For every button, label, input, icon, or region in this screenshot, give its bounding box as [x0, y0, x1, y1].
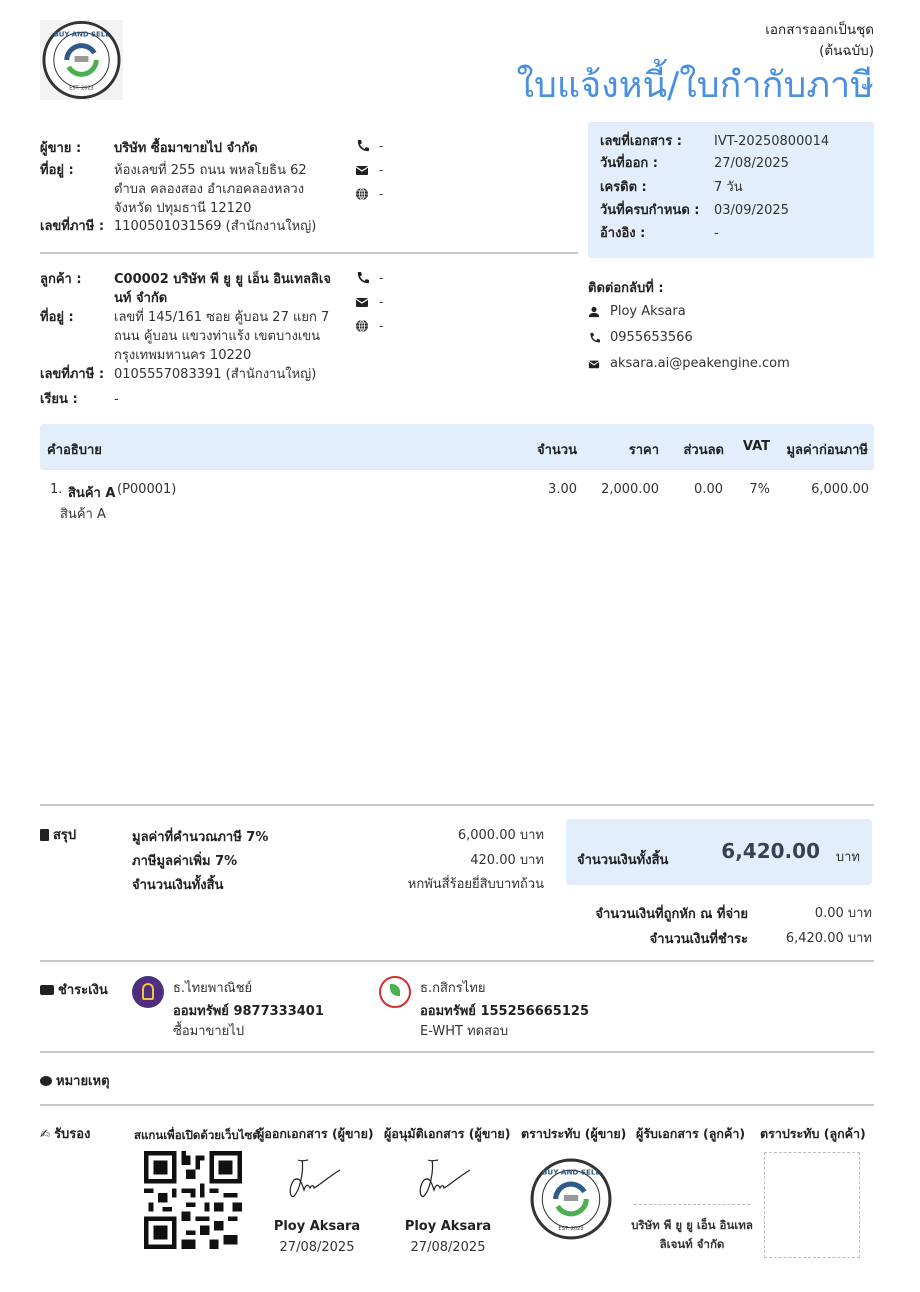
contact-name: Ploy Aksara — [610, 304, 686, 319]
items-table-header — [40, 424, 874, 470]
divider — [40, 1051, 874, 1053]
seller-website: - — [379, 187, 384, 201]
contact-email: aksara.ai@peakengine.com — [610, 356, 790, 371]
col-quantity: จำนวน — [537, 443, 577, 458]
info-row-due-date — [600, 201, 789, 221]
copy-line-2: (ต้นฉบับ) — [819, 43, 874, 59]
item-description: สินค้า A — [60, 507, 106, 522]
info-value: - — [714, 226, 719, 241]
issuer-name: Ploy Aksara — [273, 1219, 361, 1234]
receiver-label: ผู้รับเอกสาร (ลูกค้า) — [636, 1126, 746, 1141]
scb-bank-icon — [132, 976, 164, 1008]
customer-stamp-label: ตราประทับ (ลูกค้า) — [760, 1126, 866, 1141]
seller-address-label: ที่อยู่ : — [40, 163, 74, 178]
contact-phone: 0955653566 — [610, 330, 693, 345]
email-icon — [355, 163, 369, 177]
payable-value: 6,420.00 บาท — [785, 931, 872, 946]
wht-label: จำนวนเงินที่ถูกหัก ณ ที่จ่าย — [595, 907, 748, 922]
phone-icon — [355, 139, 369, 153]
qr-code[interactable] — [144, 1151, 242, 1249]
customer-label: ลูกค้า : — [40, 272, 82, 287]
divider — [40, 1104, 874, 1106]
seller-company-stamp — [530, 1158, 612, 1240]
bank-name: ธ.ไทยพาณิชย์ — [173, 981, 253, 996]
summary-section-label — [40, 824, 76, 845]
clipboard-icon — [40, 829, 49, 841]
info-value: 7 วัน — [714, 180, 743, 195]
bank-account-number: ออมทรัพย์ 155256665125 — [420, 1004, 589, 1019]
issuer-label: ผู้ออกเอกสาร (ผู้ขาย) — [257, 1126, 374, 1141]
issuer-date: 27/08/2025 — [279, 1240, 355, 1255]
seller-tax-id: 1100501031569 (สำนักงานใหญ่) — [114, 219, 317, 234]
wht-value: 0.00 บาท — [814, 906, 872, 921]
seller-email: - — [379, 163, 384, 177]
info-row-reference — [600, 224, 719, 244]
payment-label: ชำระเงิน — [58, 983, 108, 998]
seller-address: ห้องเลขที่ 255 ถนน พหลโยธิน 62 ตำบล คลองสอง อำเภอคลองหลวง จังหวัด ปทุมธานี 12120 — [114, 163, 307, 216]
receiver-name: บริษัท พี ยู ยู เอ็น อินเทลลิเจนท์ จำกัด — [631, 1218, 753, 1251]
bank-account-name: E-WHT ทดสอบ — [420, 1024, 509, 1039]
total-in-words: หกพันสี่ร้อยยี่สิบบาทถ้วน — [407, 877, 544, 892]
attn-value: - — [114, 392, 119, 407]
notes-label: หมายเหตุ — [56, 1074, 110, 1089]
info-row-credit — [600, 178, 743, 198]
customer-tax-label: เลขที่ภาษี : — [40, 367, 105, 382]
contact-label: ติดต่อกลับที่ : — [588, 281, 664, 296]
customer-website: - — [379, 319, 384, 333]
col-discount: ส่วนลด — [683, 443, 724, 458]
comment-icon — [40, 1076, 52, 1086]
divider — [40, 960, 874, 962]
issuer-signature — [288, 1158, 352, 1202]
item-price: 2,000.00 — [601, 482, 659, 497]
grand-total-box — [566, 819, 872, 885]
approver-name: Ploy Aksara — [404, 1219, 492, 1234]
info-value: 03/09/2025 — [714, 203, 789, 218]
bank-name: ธ.กสิกรไทย — [420, 981, 486, 996]
customer-name: C00002 บริษัท พี ยู ยู เอ็น อินเทลลิเจนท์ จำกัด — [114, 272, 331, 306]
item-amount: 6,000.00 — [811, 482, 869, 497]
customer-address: เลขที่ 145/161 ซอย คู้บอน 27 แยก 7 ถนน คู้บอน แขวงท่าแร้ง เขตบางเขน กรุงเทพมหานคร 10220 — [114, 310, 330, 363]
document-title: ใบแจ้งหนี้/ใบกำกับภาษี — [516, 65, 874, 106]
table-row — [40, 482, 874, 522]
info-value: IVT-20250800014 — [714, 134, 830, 149]
info-key: เลขที่เอกสาร : — [600, 134, 682, 149]
approver-date: 27/08/2025 — [410, 1240, 486, 1255]
info-row-issue-date — [600, 154, 789, 174]
info-value: 27/08/2025 — [714, 156, 789, 171]
customer-address-label: ที่อยู่ : — [40, 310, 74, 325]
col-amount: มูลค่าก่อนภาษี — [786, 443, 868, 458]
divider — [40, 804, 874, 806]
email-icon — [355, 295, 369, 309]
receiver-signature-line — [634, 1204, 750, 1205]
col-description: คำอธิบาย — [47, 443, 102, 458]
payment-section-label — [40, 979, 108, 1000]
customer-phone: - — [379, 271, 384, 285]
grand-total-value: 6,420.00 — [721, 839, 820, 863]
info-row-doc-no — [600, 132, 829, 152]
info-key: เครดิต : — [600, 180, 647, 195]
taxable-label: มูลค่าที่คำนวณภาษี 7% — [132, 830, 269, 845]
user-icon — [588, 305, 600, 319]
seller-name: บริษัท ซื้อมาขายไป จำกัด — [114, 141, 258, 156]
divider — [40, 252, 578, 254]
kbank-bank-icon — [379, 976, 411, 1008]
email-icon — [588, 357, 600, 371]
row-number: 1. — [50, 482, 63, 497]
customer-email: - — [379, 295, 384, 309]
money-icon — [40, 985, 54, 995]
info-key: วันที่ออก : — [600, 156, 658, 171]
approver-signature — [418, 1158, 482, 1202]
phone-icon — [588, 331, 600, 345]
item-vat: 7% — [749, 482, 770, 497]
seller-stamp-label: ตราประทับ (ผู้ขาย) — [521, 1126, 627, 1141]
item-name: สินค้า A — [68, 486, 116, 501]
customer-tax-id: 0105557083391 (สำนักงานใหญ่) — [114, 367, 317, 382]
seller-tax-label: เลขที่ภาษี : — [40, 219, 105, 234]
col-vat: VAT — [742, 439, 770, 454]
item-code: (P00001) — [117, 482, 177, 497]
bank-account-name: ซื้อมาขายไป — [173, 1024, 245, 1039]
notes-section-label — [40, 1070, 110, 1091]
taxable-value: 6,000.00 บาท — [457, 828, 544, 843]
company-logo — [40, 20, 123, 100]
copy-line-1: เอกสารออกเป็นชุด — [765, 22, 874, 38]
summary-label: สรุป — [53, 828, 77, 843]
attn-label: เรียน : — [40, 392, 78, 407]
globe-icon — [355, 187, 369, 201]
item-discount: 0.00 — [694, 482, 723, 497]
phone-icon — [355, 271, 369, 285]
document-info-box — [588, 122, 874, 258]
vat-label: ภาษีมูลค่าเพิ่ม 7% — [132, 854, 238, 869]
info-key: อ้างอิง : — [600, 226, 646, 241]
globe-icon — [355, 319, 369, 333]
item-qty: 3.00 — [548, 482, 577, 497]
seller-phone: - — [379, 139, 384, 153]
approval-label: รับรอง — [54, 1127, 91, 1142]
vat-value: 420.00 บาท — [470, 853, 544, 868]
payable-label: จำนวนเงินที่ชำระ — [649, 932, 748, 947]
customer-stamp-box — [764, 1152, 860, 1258]
signature-icon: ✍ — [40, 1126, 51, 1141]
info-key: วันที่ครบกำหนด : — [600, 203, 700, 218]
grand-total-currency: บาท — [835, 850, 860, 865]
grand-total-label: จำนวนเงินทั้งสิ้น — [577, 853, 669, 868]
total-label: จำนวนเงินทั้งสิ้น — [132, 878, 224, 893]
seller-label: ผู้ขาย : — [40, 141, 82, 156]
bank-account-number: ออมทรัพย์ 9877333401 — [173, 1004, 324, 1019]
approver-label: ผู้อนุมัติเอกสาร (ผู้ขาย) — [384, 1126, 511, 1141]
col-price: ราคา — [628, 443, 659, 458]
qr-label: สแกนเพื่อเปิดด้วยเว็บไซต์ — [134, 1128, 260, 1142]
approval-section-label — [40, 1123, 90, 1144]
